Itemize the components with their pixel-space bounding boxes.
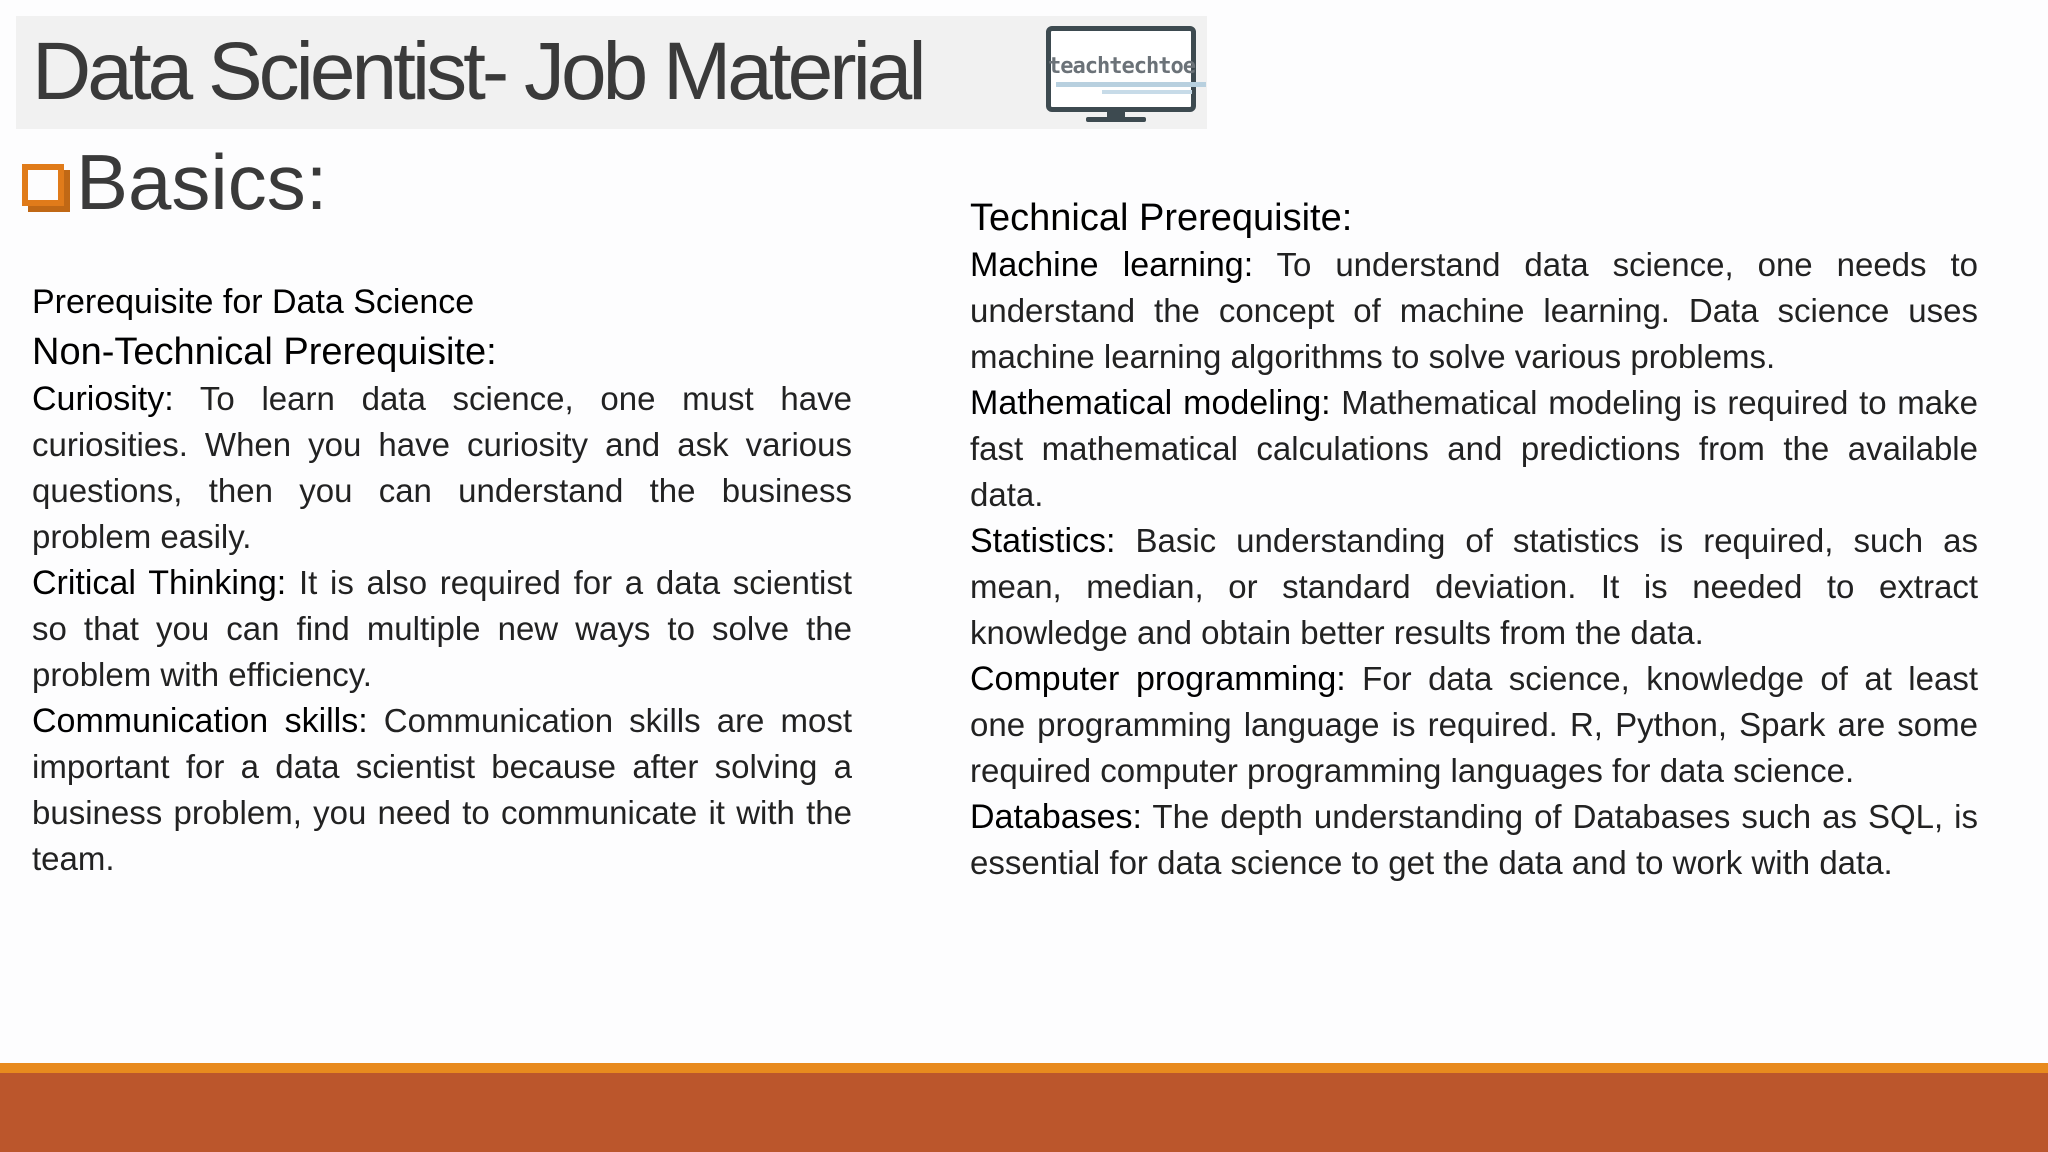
list-item — [32, 376, 852, 560]
item-text: Basic understanding of statistics is required, such as mean, median, or standard deviation. It is needed to extract knowledge and obtain better results from the data. — [970, 522, 1978, 651]
item-term: Mathematical modeling: — [970, 384, 1331, 422]
item-term: Communication skills: — [32, 702, 368, 740]
checkbox-icon — [22, 164, 64, 206]
monitor-base-icon — [1086, 117, 1146, 122]
list-item — [970, 656, 1978, 794]
item-text: To understand data science, one needs to understand the concept of machine learning. Data science uses machine learning algorithms to solve various problems. — [970, 246, 1978, 375]
list-item — [970, 518, 1978, 656]
item-term: Curiosity: — [32, 380, 174, 418]
item-term: Databases: — [970, 798, 1142, 836]
item-term: Critical Thinking: — [32, 564, 287, 602]
item-text: Mathematical modeling is required to make fast mathematical calculations and predictions from the available data. — [970, 384, 1978, 513]
logo-text: teachtechtoe — [1048, 54, 1195, 79]
item-term: Statistics: — [970, 522, 1116, 560]
logo-stripe — [1056, 82, 1206, 87]
item-text: It is also required for a data scientist so that you can find multiple new ways to solve the problem with efficiency. — [32, 564, 853, 693]
section-title: Basics: — [76, 138, 328, 226]
item-term: Computer programming: — [970, 660, 1346, 698]
footer-bar — [0, 1073, 2048, 1152]
technical-column — [970, 194, 1978, 886]
logo-stripe — [1102, 90, 1192, 94]
title-bar — [16, 16, 1207, 129]
technical-heading: Technical Prerequisite: — [970, 197, 1353, 239]
non-technical-heading: Non-Technical Prerequisite: — [32, 331, 497, 373]
teachtechtoe-logo — [1042, 24, 1213, 125]
list-item — [32, 698, 852, 882]
list-item — [32, 560, 852, 698]
prerequisite-intro: Prerequisite for Data Science — [32, 283, 475, 321]
non-technical-column — [32, 276, 852, 882]
list-item — [970, 380, 1978, 518]
slide-title: Data Scientist- Job Material — [32, 26, 923, 117]
section-heading — [22, 134, 327, 230]
item-term: Machine learning: — [970, 246, 1254, 284]
item-text: For data science, knowledge of at least one programming language is required. R, Python, Spark are some required computer programming languages for data science. — [970, 660, 1978, 789]
monitor-stand-icon — [1107, 107, 1125, 117]
item-text: Communication skills are most important for a data scientist because after solving a business problem, you need to communicate it with the team. — [32, 702, 853, 877]
list-item — [970, 794, 1978, 886]
item-text: The depth understanding of Databases such as SQL, is essential for data science to get the data and to work with data. — [970, 798, 1978, 881]
item-text: To learn data science, one must have curiosities. When you have curiosity and ask various questions, then you can understand the business problem easily. — [32, 380, 852, 555]
list-item — [970, 242, 1978, 380]
footer-accent-line — [0, 1063, 2048, 1073]
